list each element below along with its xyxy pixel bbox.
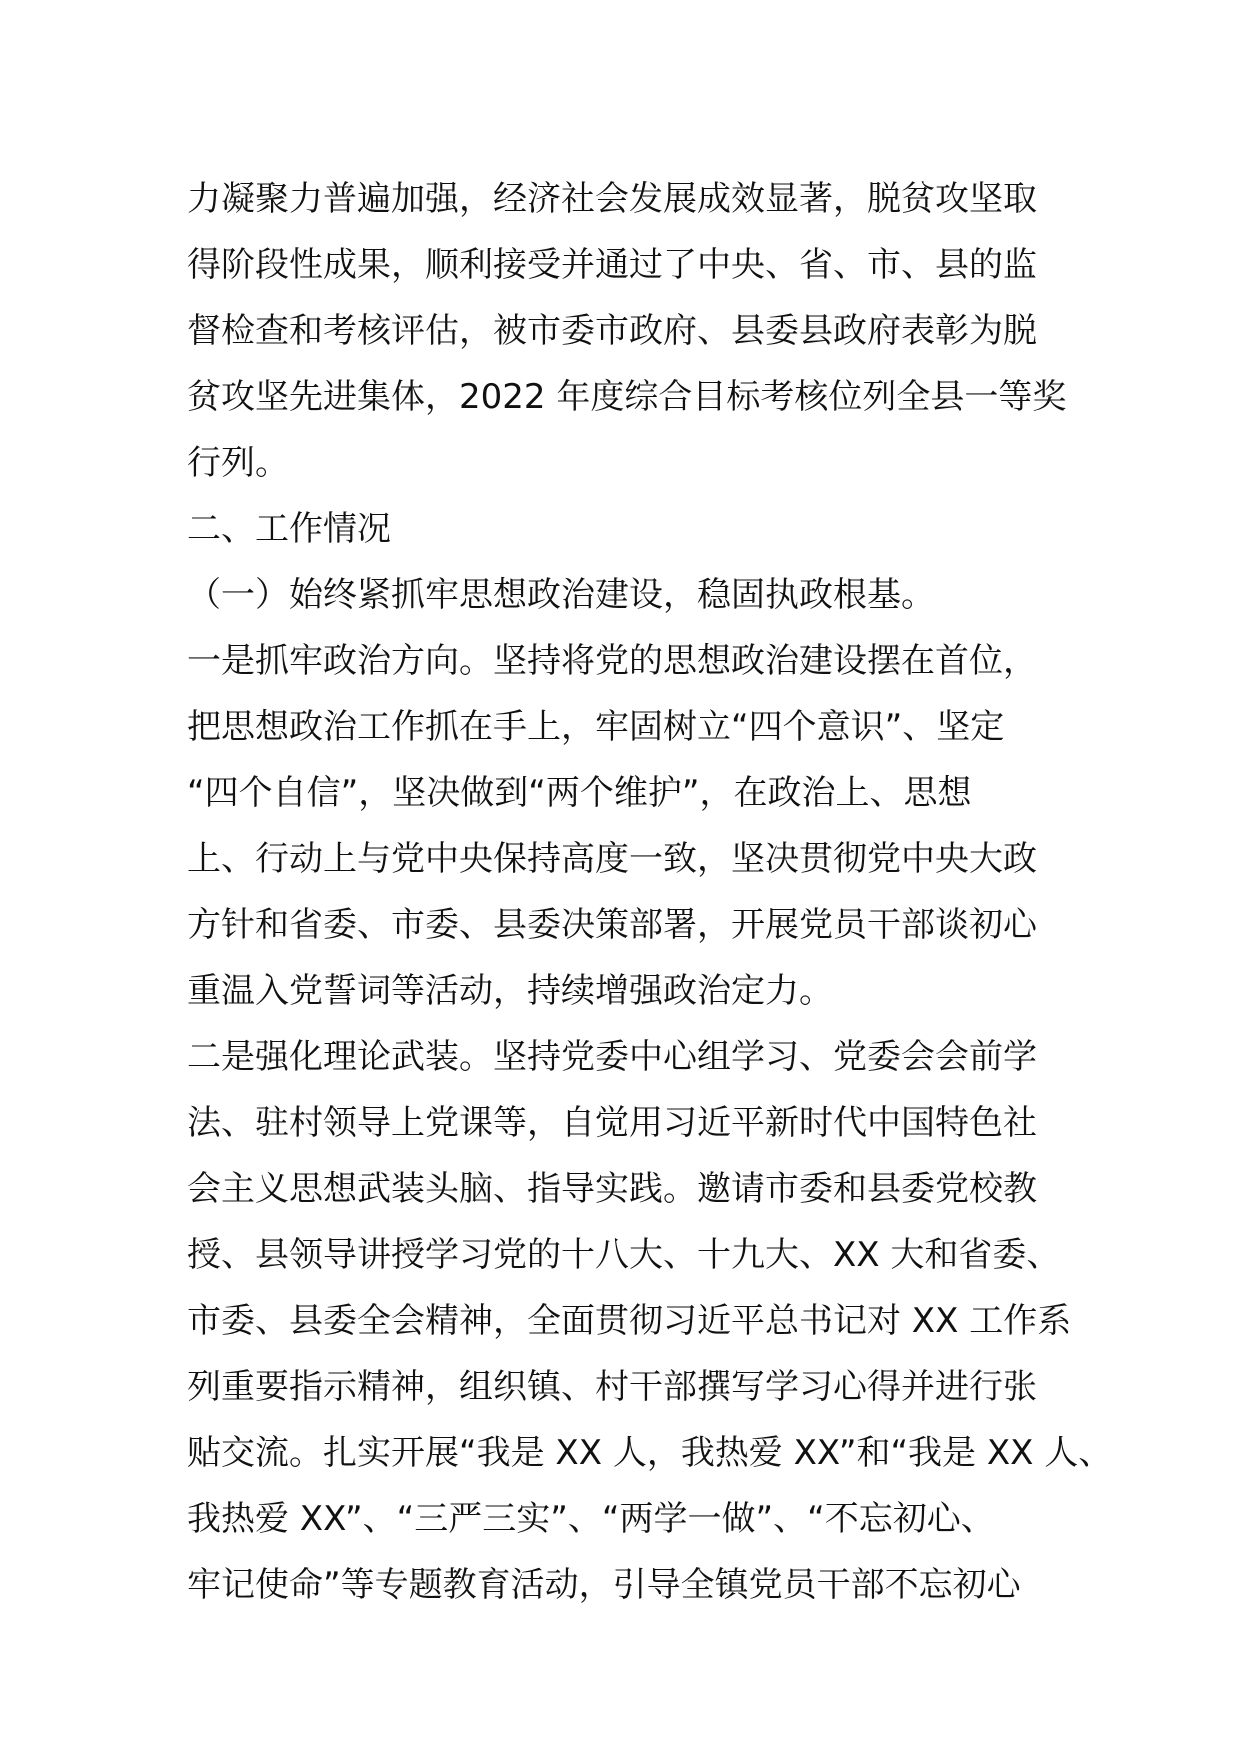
text-line: 上、行动上与党中央保持高度一致，坚决贯彻党中央大政 (187, 839, 1037, 879)
text-line: 市委、县委全会精神，全面贯彻习近平总书记对 XX 工作系 (187, 1301, 1072, 1341)
text-line: 重温入党誓词等活动，持续增强政治定力。 (187, 971, 833, 1011)
subsection-heading: （一）始终紧抓牢思想政治建设，稳固执政根基。 (187, 575, 935, 615)
text-line: 我热爱 XX”、“三严三实”、“两学一做”、“不忘初心、 (187, 1499, 995, 1539)
text-line: 牢记使命”等专题教育活动，引导全镇党员干部不忘初心 (187, 1565, 1021, 1605)
text-line: 贴交流。扎实开展“我是 XX 人，我热爱 XX”和“我是 XX 人、 (187, 1433, 1113, 1473)
text-line: 会主义思想武装头脑、指导实践。邀请市委和县委党校教 (187, 1169, 1037, 1209)
section-heading: 二、工作情况 (187, 509, 391, 549)
text-line: 把思想政治工作抓在手上，牢固树立“四个意识”、坚定 (187, 707, 1005, 747)
text-line: 方针和省委、市委、县委决策部署，开展党员干部谈初心 (187, 905, 1037, 945)
text-line: 贫攻坚先进集体，2022 年度综合目标考核位列全县一等奖 (187, 377, 1067, 417)
text-line: 一是抓牢政治方向。坚持将党的思想政治建设摆在首位， (187, 641, 1037, 681)
text-line: 督检查和考核评估，被市委市政府、县委县政府表彰为脱 (187, 311, 1037, 351)
text-line: 得阶段性成果，顺利接受并通过了中央、省、市、县的监 (187, 245, 1037, 285)
text-line: “四个自信”，坚决做到“两个维护”，在政治上、思想 (187, 773, 972, 813)
text-line: 列重要指示精神，组织镇、村干部撰写学习心得并进行张 (187, 1367, 1037, 1407)
text-line: 法、驻村领导上党课等，自觉用习近平新时代中国特色社 (187, 1103, 1037, 1143)
body-text (187, 166, 1113, 1618)
text-line: 授、县领导讲授学习党的十八大、十九大、XX 大和省委、 (187, 1235, 1061, 1275)
text-line: 力凝聚力普遍加强，经济社会发展成效显著，脱贫攻坚取 (187, 179, 1037, 219)
text-line: 行列。 (187, 443, 289, 483)
text-line: 二是强化理论武装。坚持党委中心组学习、党委会会前学 (187, 1037, 1037, 1077)
